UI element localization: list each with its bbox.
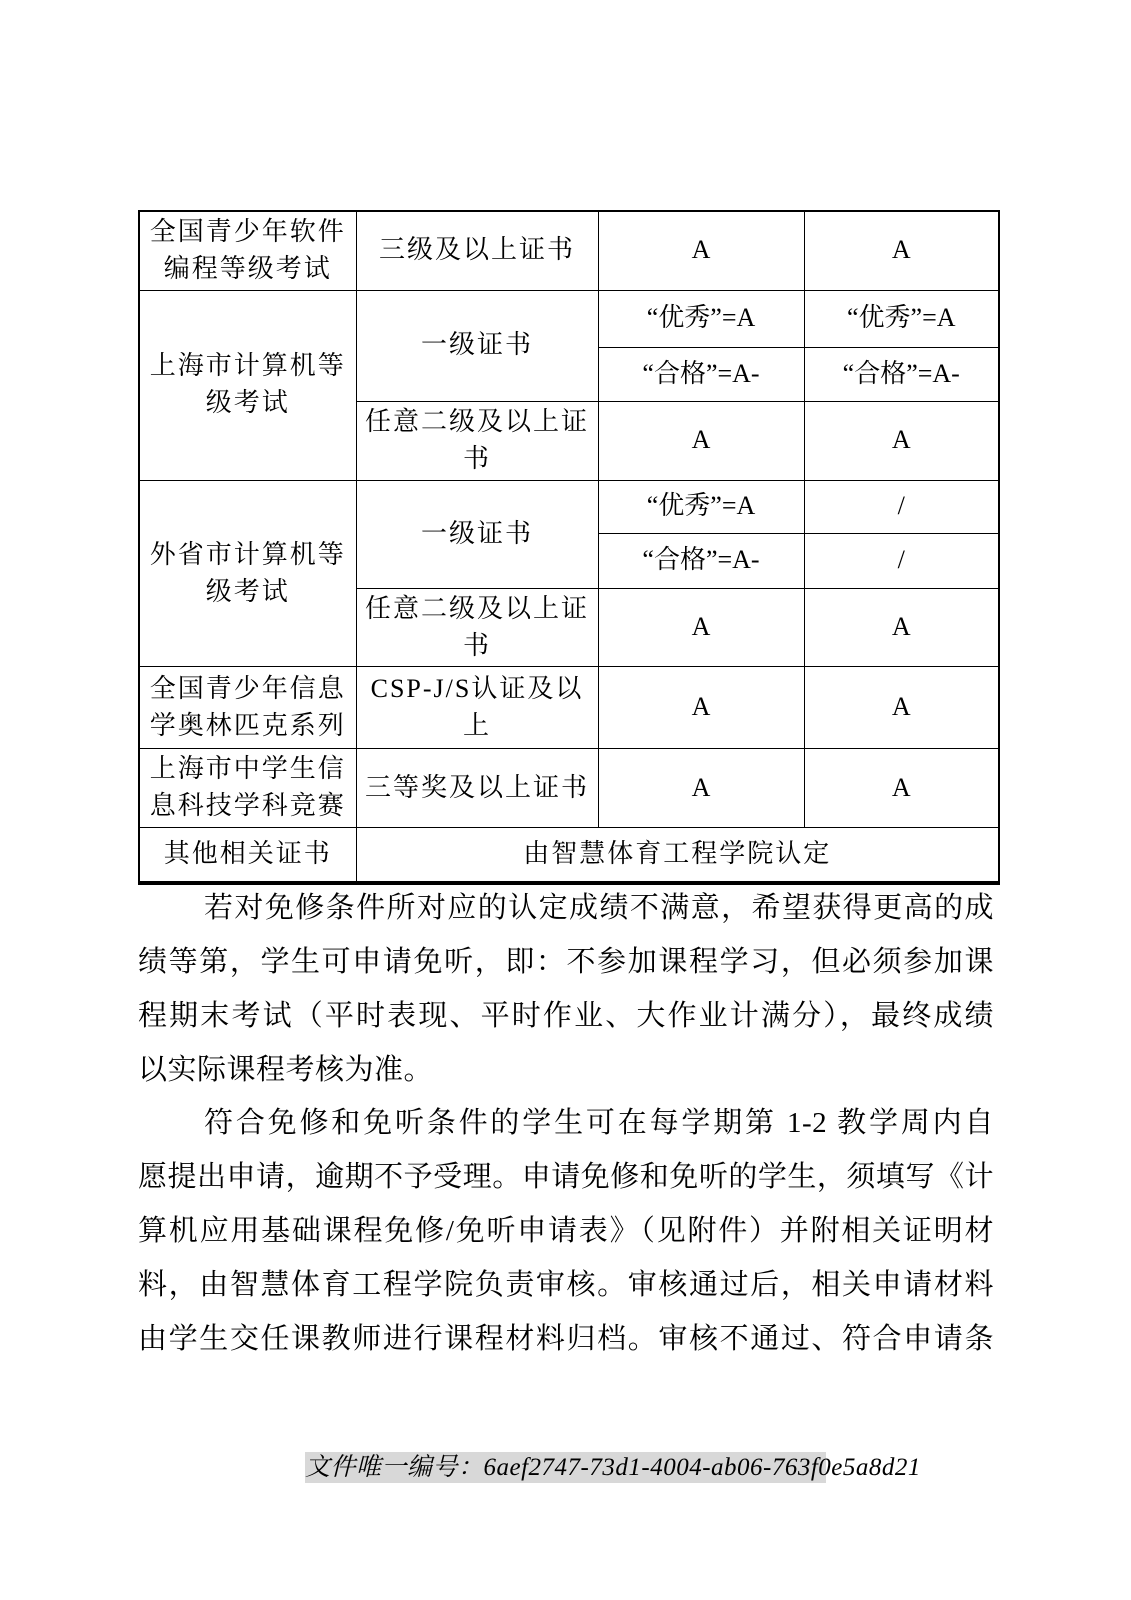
text-line: 若对免修条件所对应的认定成绩不满意，希望获得更高的成: [204, 892, 994, 924]
exam-name-cell: 全国青少年信息学奥林匹克系列: [139, 667, 356, 749]
grade-cell: “优秀”=A: [598, 480, 804, 533]
text-line: 符合免修和免听条件的学生可在每学期第 1-2 教学周内自: [204, 1107, 994, 1139]
exam-name-cell: 上海市计算机等级考试: [139, 290, 356, 480]
text-line: 以实际课程考核为准。: [138, 1054, 434, 1086]
body-paragraph-2: [138, 1096, 994, 1366]
cert-level-cell: 三级及以上证书: [356, 211, 598, 290]
cert-level-cell: 任意二级及以上证书: [356, 401, 598, 480]
grade-cell: /: [804, 533, 999, 588]
grade-cell: “合格”=A-: [598, 347, 804, 401]
document-id-bar: [305, 1452, 921, 1483]
table-row: [139, 480, 999, 533]
grade-cell: A: [598, 588, 804, 667]
table-row: [139, 211, 999, 290]
text-line: 愿提出申请，逾期不予受理。申请免修和免听的学生，须填写《计: [138, 1161, 994, 1193]
grade-cell: /: [804, 480, 999, 533]
text-line: 绩等第，学生可申请免听，即：不参加课程学习，但必须参加课: [138, 946, 994, 978]
grade-cell: A: [804, 211, 999, 290]
grade-cell: A: [804, 401, 999, 480]
grade-cell: A: [598, 749, 804, 828]
grade-cell: A: [804, 667, 999, 749]
text-line: 程期末考试（平时表现、平时作业、大作业计满分），最终成绩: [138, 1000, 994, 1032]
cert-level-cell: 一级证书: [356, 480, 598, 588]
table-row: [139, 828, 999, 883]
body-paragraph-1: [138, 881, 994, 1097]
document-id-text: 文件唯一编号：6aef2747-73d1-4004-ab06-763f0e5a8d21: [305, 1454, 921, 1481]
exam-name-cell: 其他相关证书: [139, 828, 356, 883]
grade-cell: “优秀”=A: [804, 290, 999, 347]
table-row: [139, 667, 999, 749]
cert-level-cell: 三等奖及以上证书: [356, 749, 598, 828]
exam-name-cell: 外省市计算机等级考试: [139, 480, 356, 667]
grade-cell: “合格”=A-: [804, 347, 999, 401]
grade-cell: A: [804, 588, 999, 667]
cert-level-cell: CSP-J/S认证及以上: [356, 667, 598, 749]
grade-cell: A: [598, 667, 804, 749]
cert-level-cell: 一级证书: [356, 290, 598, 401]
exam-name-cell: 上海市中学生信息科技学科竞赛: [139, 749, 356, 828]
grade-cell: “合格”=A-: [598, 533, 804, 588]
grade-cell: A: [598, 401, 804, 480]
certificate-recognition-table: [138, 210, 1000, 885]
grade-cell: A: [598, 211, 804, 290]
grade-cell: A: [804, 749, 999, 828]
text-line: 料，由智慧体育工程学院负责审核。审核通过后，相关申请材料: [138, 1269, 994, 1301]
exam-name-cell: 全国青少年软件编程等级考试: [139, 211, 356, 290]
text-line: 算机应用基础课程免修/免听申请表》（见附件）并附相关证明材: [138, 1215, 994, 1247]
grade-cell: “优秀”=A: [598, 290, 804, 347]
table-row: [139, 749, 999, 828]
note-cell: 由智慧体育工程学院认定: [356, 828, 999, 883]
table-row: [139, 290, 999, 347]
text-line: 由学生交任课教师进行课程材料归档。审核不通过、符合申请条: [138, 1323, 994, 1355]
cert-level-cell: 任意二级及以上证书: [356, 588, 598, 667]
